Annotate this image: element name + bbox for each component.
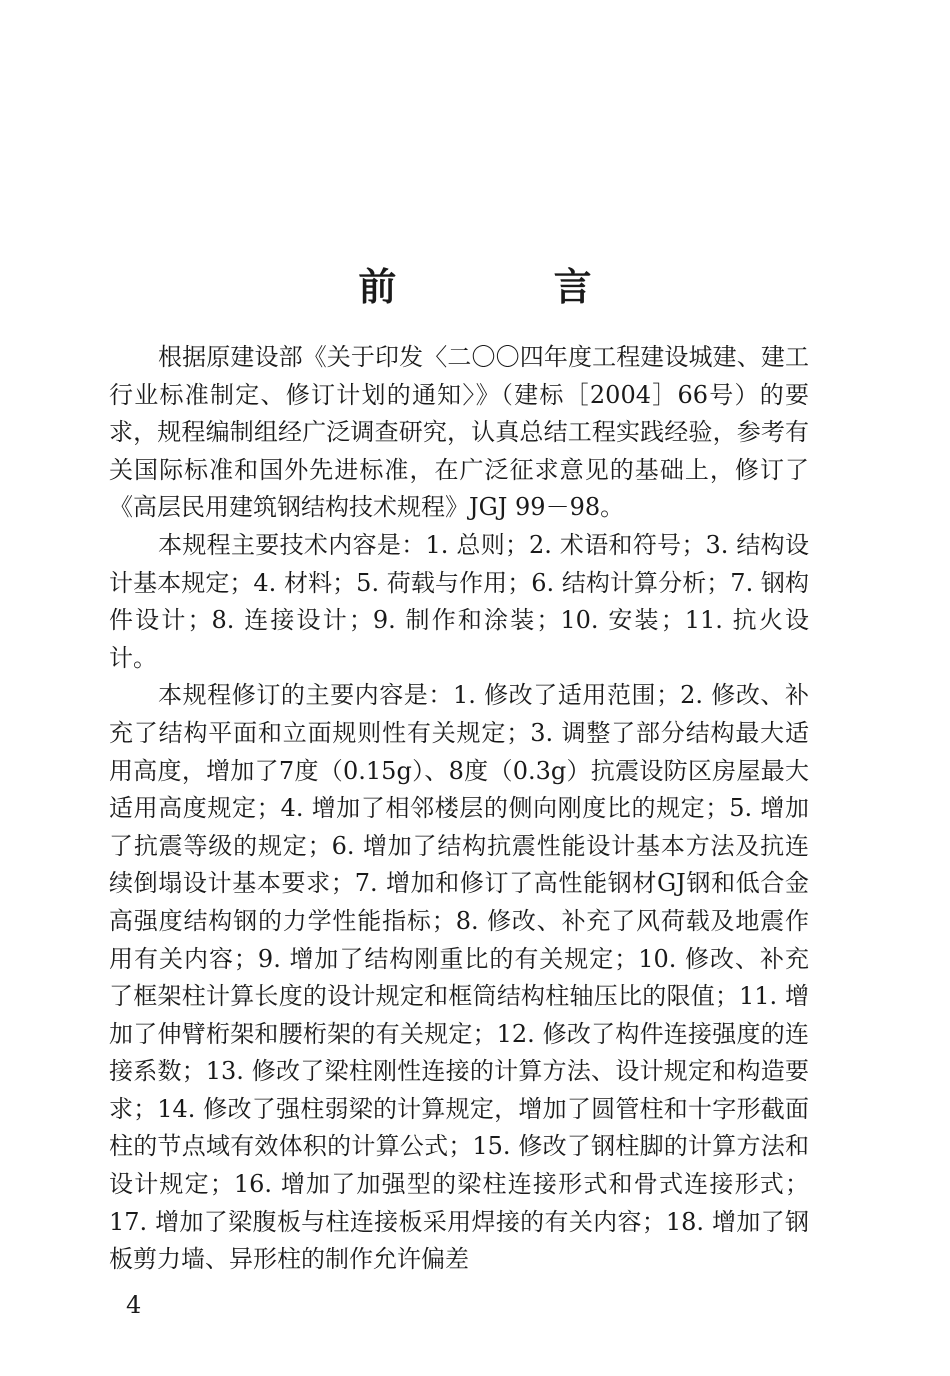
body-text xyxy=(109,339,809,1279)
paragraph-revisions: 本规程修订的主要内容是：1. 修改了适用范围；2. 修改、补充了结构平面和立面规则性有关规定；3. 调整了部分结构最大适用高度，增加了7度（0.15g）、8度（0.3g）抗震设防区房屋最大适用高度规定；4. 增加了相邻楼层的侧向刚度比的规定；5. 增加了抗震等级的规定；6. 增加了结构抗震性能设计基本方法及抗连续倒塌设计基本要求；7. 增加和修订了高性能钢材GJ钢和低合金高强度结构钢的力学性能指标；8. 修改、补充了风荷载及地震作用有关内容；9. 增加了结构刚重比的有关规定；10. 修改、补充了框架柱计算长度的设计规定和框筒结构柱轴压比的限值；11. 增加了伸臂桁架和腰桁架的有关规定；12. 修改了构件连接强度的连接系数；13. 修改了梁柱刚性连接的计算方法、设计规定和构造要求；14. 修改了强柱弱梁的计算规定，增加了圆管柱和十字形截面柱的节点域有效体积的计算公式；15. 修改了钢柱脚的计算方法和设计规定；16. 增加了加强型的梁柱连接形式和骨式连接形式；17. 增加了梁腹板与柱连接板采用焊接的有关内容；18. 增加了钢板剪力墙、异形柱的制作允许偏差 xyxy=(109,681,809,1274)
paragraph-main-contents: 本规程主要技术内容是：1. 总则；2. 术语和符号；3. 结构设计基本规定；4. 材料；5. 荷载与作用；6. 结构计算分析；7. 钢构件设计；8. 连接设计；9. 制作和涂装；10. 安装；11. 抗火设计。 xyxy=(109,530,809,672)
page-number: 4 xyxy=(126,1291,142,1319)
paragraph-background: 根据原建设部《关于印发〈二〇〇四年度工程建设城建、建工行业标准制定、修订计划的通知〉》（建标［2004］66号）的要求，规程编制组经广泛调查研究，认真总结工程实践经验，参考有关国际标准和国外先进标准，在广泛征求意见的基础上，修订了《高层民用建筑钢结构技术规程》JGJ 99－98。 xyxy=(109,343,809,522)
page-title: 前 言 xyxy=(358,264,664,310)
